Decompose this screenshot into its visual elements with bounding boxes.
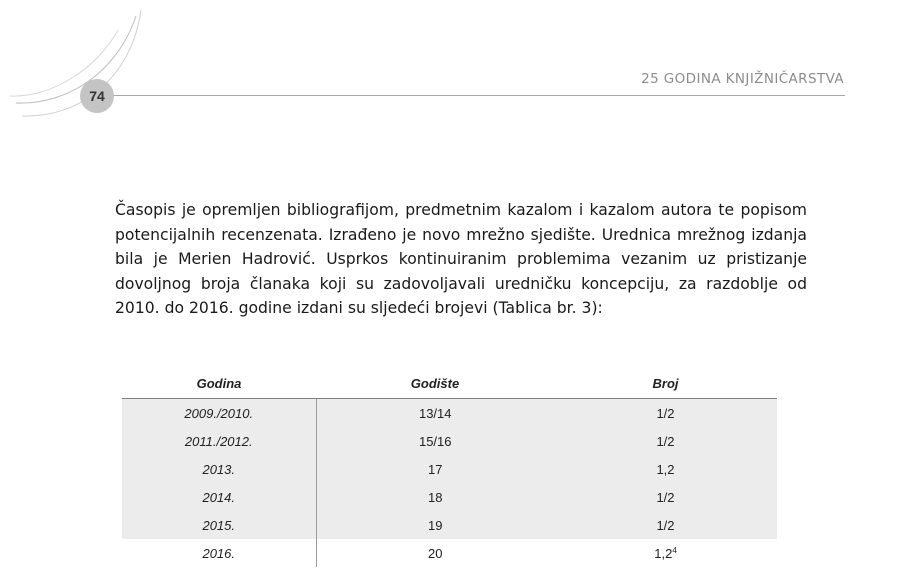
volume-cell: 19: [316, 511, 554, 539]
footnote-marker: 4: [672, 545, 677, 555]
header-volume: Godište: [316, 368, 554, 399]
header-issue: Broj: [554, 368, 777, 399]
year-cell: 2009./2010.: [122, 399, 316, 428]
issue-cell: [554, 483, 777, 511]
table-header-row: [122, 368, 777, 399]
issue-value: 1,2: [654, 545, 673, 561]
issues-table: [122, 368, 777, 567]
year-cell: 2015.: [122, 511, 316, 539]
table-row: [122, 483, 777, 511]
header-divider-line: [110, 95, 845, 96]
issue-cell: [554, 455, 777, 483]
volume-cell: 20: [428, 545, 443, 561]
running-title: 25 GODINA KNJIŽNIČARSTVA: [641, 71, 844, 87]
table-row: [122, 399, 777, 428]
header-year: Godina: [122, 368, 316, 399]
issue-value: 1/2: [656, 517, 675, 533]
issue-cell: [554, 427, 777, 455]
volume-cell: 15/16: [316, 427, 554, 455]
volume-cell: 13/14: [316, 399, 554, 428]
page-number-badge: 74: [80, 79, 114, 113]
year-cell: 2016.: [122, 539, 316, 567]
body-paragraph-block: [115, 198, 807, 321]
table-row: [122, 511, 777, 539]
table-row: [122, 455, 777, 483]
volume-cell: 17: [316, 455, 554, 483]
issue-value: 1,2: [656, 461, 675, 477]
year-cell: 2011./2012.: [122, 427, 316, 455]
table-row: [122, 427, 777, 455]
year-cell: 2014.: [122, 483, 316, 511]
body-paragraph: Časopis je opremljen bibliografijom, predmetnim kazalom i kazalom autora te popisom potencijalnih recenzenata. Izrađeno je novo mrežno sjedište. Urednica mrežnog izdanja bila je Merien Hadrović. Usprkos kontinuiranim problemima vezanim uz pristizanje dovoljnog broja članaka koji su zadovoljavali uredničku koncepciju, za razdoblje od 2010. do 2016. godine izdani su sljedeći brojevi (Tablica br. 3):: [115, 201, 807, 317]
issue-cell: [554, 539, 777, 567]
issue-cell: [554, 399, 777, 428]
issue-cell: [554, 511, 777, 539]
issue-value: 1/2: [656, 433, 675, 449]
year-cell: 2013.: [122, 455, 316, 483]
issue-value: 1/2: [656, 489, 675, 505]
issue-value: 1/2: [656, 405, 675, 421]
table-row: [122, 539, 777, 567]
volume-cell: 18: [316, 483, 554, 511]
